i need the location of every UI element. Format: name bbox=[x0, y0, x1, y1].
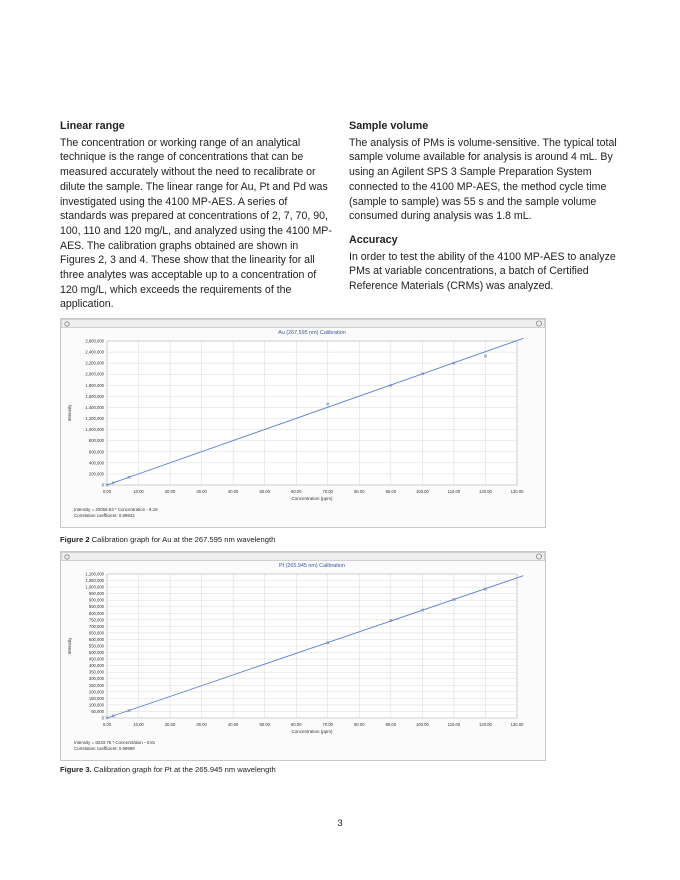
figure-3-text: Calibration graph for Pt at the 265.945 nm wavelength bbox=[91, 765, 276, 774]
y-tick-label: 300,000 bbox=[88, 676, 104, 682]
y-axis-label: Intensity bbox=[67, 404, 72, 422]
x-tick-label: 90.00 bbox=[385, 489, 397, 494]
linear-range-heading: Linear range bbox=[60, 120, 125, 132]
chart-title: Pt (265.945 nm) Calibration bbox=[279, 563, 345, 569]
sample-volume-paragraph: The analysis of PMs is volume-sensitive. The typical total sample volume available for analysis is around 4 mL. By using an Agilent SPS 3 Sample Preparation System connected to the 4100 MP-AES, the method cycle time (sample to sample) was 55 s and the sample volume consumed during analysis was 1.8 mL. bbox=[349, 136, 617, 223]
y-tick-label: 900,000 bbox=[88, 597, 104, 603]
x-tick-label: 30.00 bbox=[196, 722, 207, 727]
regression-equation: Intensity = 20058.53 * Concentration - 8.19 bbox=[74, 507, 158, 512]
y-tick-label: 50,000 bbox=[91, 708, 104, 714]
figure-3-label: Figure 3. bbox=[60, 765, 92, 774]
accuracy-heading: Accuracy bbox=[349, 233, 398, 246]
y-tick-label: 1,000,000 bbox=[85, 427, 104, 433]
y-tick-label: 1,050,000 bbox=[85, 578, 104, 584]
regression-equation: Intensity = 8233.75 * Concentration - 0.81 bbox=[74, 740, 156, 745]
y-tick-label: 200,000 bbox=[88, 471, 104, 477]
y-tick-label: 400,000 bbox=[88, 663, 104, 669]
x-tick-label: 50.00 bbox=[259, 722, 270, 727]
y-axis-label: Intensity bbox=[67, 637, 72, 655]
y-tick-label: 2,200,000 bbox=[85, 360, 104, 366]
au-calibration-chart bbox=[60, 318, 546, 528]
y-tick-label: 1,200,000 bbox=[85, 416, 104, 422]
x-tick-label: 90.00 bbox=[385, 722, 397, 727]
x-tick-label: 20.00 bbox=[164, 722, 176, 727]
x-tick-label: 70.00 bbox=[322, 722, 334, 727]
y-tick-label: 500,000 bbox=[88, 650, 104, 656]
sample-volume-heading: Sample volume bbox=[349, 120, 429, 132]
y-tick-label: 2,400,000 bbox=[85, 349, 104, 355]
x-tick-label: 130.00 bbox=[510, 489, 524, 494]
y-tick-label: 2,000,000 bbox=[85, 371, 104, 377]
y-tick-label: 1,600,000 bbox=[85, 393, 104, 399]
x-tick-label: 50.00 bbox=[259, 489, 270, 494]
x-tick-label: 0.00 bbox=[102, 489, 112, 494]
y-tick-label: 150,000 bbox=[88, 695, 104, 701]
x-tick-label: 30.00 bbox=[196, 489, 207, 494]
figure-2-caption bbox=[60, 535, 275, 544]
figure-2-label: Figure 2 bbox=[60, 535, 90, 544]
x-tick-label: 40.00 bbox=[227, 489, 239, 494]
x-tick-label: 0.00 bbox=[102, 722, 112, 727]
y-tick-label: 950,000 bbox=[88, 591, 104, 597]
au-calibration-plot bbox=[61, 319, 545, 527]
x-tick-label: 100.00 bbox=[415, 489, 429, 494]
y-tick-label: 400,000 bbox=[88, 460, 104, 466]
y-tick-label: 350,000 bbox=[88, 669, 104, 675]
chart-toolbar bbox=[62, 553, 545, 561]
left-column bbox=[60, 119, 332, 312]
y-tick-label: 600,000 bbox=[88, 636, 104, 642]
y-tick-label: 100,000 bbox=[88, 702, 104, 708]
y-tick-label: 2,600,000 bbox=[85, 338, 104, 344]
y-tick-label: 1,100,000 bbox=[85, 571, 104, 577]
x-axis-label: Concentration (ppm) bbox=[291, 729, 333, 734]
x-tick-label: 60.00 bbox=[290, 489, 302, 494]
x-tick-label: 40.00 bbox=[227, 722, 239, 727]
right-column bbox=[349, 119, 621, 294]
x-tick-label: 60.00 bbox=[290, 722, 302, 727]
x-tick-label: 110.00 bbox=[447, 722, 461, 727]
x-tick-label: 120.00 bbox=[479, 722, 492, 727]
y-tick-label: 600,000 bbox=[88, 449, 104, 455]
y-tick-label: 250,000 bbox=[88, 682, 104, 688]
linear-range-paragraph: The concentration or working range of an analytical technique is the range of concentrations that can be measured accurately without the need to recalibrate or dilute the sample. The linear range for Au, Pt and Pd was investigated using the 4100 MP-AES. A series of standards was prepared at concentrations of 2, 7, 70, 90, 100, 110 and 120 mg/L, and analyzed using the 4100 MP-AES. The calibration graphs obtained are shown in Figures 2, 3 and 4. These show that the linearity for all three analytes was acceptable up to a concentration of 120 mg/L, which exceeds the requirements of the application. bbox=[60, 136, 332, 311]
page-number: 3 bbox=[337, 818, 343, 829]
x-tick-label: 20.00 bbox=[164, 489, 176, 494]
correlation-coefficient: Correlation coefficient: 0.99942 bbox=[74, 513, 135, 518]
pt-calibration-chart bbox=[60, 551, 546, 761]
y-tick-label: 750,000 bbox=[88, 617, 104, 623]
y-tick-label: 850,000 bbox=[88, 604, 104, 610]
y-tick-label: 0 bbox=[101, 482, 104, 488]
y-tick-label: 1,000,000 bbox=[85, 584, 104, 590]
x-tick-label: 110.00 bbox=[447, 489, 461, 494]
y-tick-label: 200,000 bbox=[88, 689, 104, 695]
y-tick-label: 800,000 bbox=[88, 610, 104, 616]
x-tick-label: 100.00 bbox=[415, 722, 429, 727]
chart-title: Au (267.595 nm) Calibration bbox=[278, 330, 346, 336]
x-tick-label: 70.00 bbox=[322, 489, 334, 494]
chart-toolbar bbox=[62, 320, 545, 328]
pt-calibration-plot bbox=[61, 552, 545, 760]
y-tick-label: 800,000 bbox=[88, 438, 104, 444]
x-axis-label: Concentration (ppm) bbox=[291, 496, 333, 501]
figure-2-text: Calibration graph for Au at the 267.595 nm wavelength bbox=[89, 535, 276, 544]
y-tick-label: 450,000 bbox=[88, 656, 104, 662]
x-tick-label: 10.00 bbox=[133, 489, 144, 494]
y-tick-label: 1,400,000 bbox=[85, 404, 104, 410]
y-tick-label: 700,000 bbox=[88, 623, 104, 629]
x-tick-label: 80.00 bbox=[354, 489, 365, 494]
x-tick-label: 130.00 bbox=[510, 722, 524, 727]
y-tick-label: 550,000 bbox=[88, 643, 104, 649]
x-tick-label: 120.00 bbox=[479, 489, 492, 494]
y-tick-label: 650,000 bbox=[88, 630, 104, 636]
y-tick-label: 0 bbox=[101, 715, 104, 721]
accuracy-paragraph: In order to test the ability of the 4100 MP-AES to analyze PMs at variable concentrations, a batch of Certified Reference Materials (CRMs) was analyzed. bbox=[349, 250, 616, 293]
y-tick-label: 1,800,000 bbox=[85, 382, 104, 388]
figure-3-caption bbox=[60, 765, 276, 774]
x-tick-label: 80.00 bbox=[354, 722, 365, 727]
x-tick-label: 10.00 bbox=[133, 722, 144, 727]
correlation-coefficient: Correlation coefficient: 0.99989 bbox=[74, 746, 135, 751]
